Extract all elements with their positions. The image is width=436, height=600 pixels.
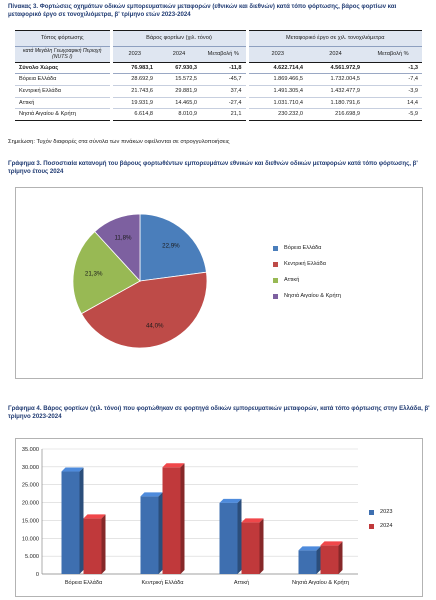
cell-t2024: 4.561.972,9 <box>307 62 364 74</box>
cell-wchg: -11,8 <box>201 62 247 74</box>
cell-w2024: 8.010,9 <box>157 109 201 121</box>
cell-w2024: 29.881,9 <box>157 86 201 98</box>
bar <box>141 496 159 574</box>
y-tick-label: 30.000 <box>21 464 39 471</box>
legend-label: 2023 <box>380 509 393 515</box>
cell-tchg: -3,9 <box>364 86 422 98</box>
cell-tchg: -5,9 <box>364 109 422 121</box>
pie-slice-label: 22,9% <box>162 242 180 250</box>
bar-side <box>238 499 242 574</box>
cell-wchg: -45,7 <box>201 74 247 86</box>
table-row <box>15 97 422 109</box>
pie-legend-item <box>273 272 341 288</box>
y-tick-label: 20.000 <box>21 500 39 507</box>
cell-tchg: -1,3 <box>364 62 422 74</box>
header-region-note: κατά Μεγάλη Γεωγραφική Περιοχή (NUTS I) <box>15 47 111 63</box>
cell-t2024: 1.432.477,9 <box>307 86 364 98</box>
cell-t2023: 1.491.305,4 <box>247 86 307 98</box>
bar-chart <box>15 438 423 597</box>
legend-label: Αττική <box>284 277 300 283</box>
bar-side <box>80 468 84 574</box>
header-work-change: Μεταβολή % <box>364 47 422 63</box>
legend-swatch <box>273 246 278 251</box>
legend-label: Νησιά Αιγαίου & Κρήτη <box>284 293 341 299</box>
bar <box>220 503 238 574</box>
bar-side <box>181 463 185 574</box>
pie-legend-item <box>273 256 341 272</box>
pie-legend-item <box>273 288 341 304</box>
pie-legend <box>273 240 341 304</box>
bar <box>163 467 181 574</box>
legend-label: Βόρεια Ελλάδα <box>284 245 322 251</box>
row-name: Νησιά Αιγαίου & Κρήτη <box>15 109 111 121</box>
bar <box>62 472 80 574</box>
bar-side <box>260 518 264 574</box>
cell-w2023: 76.983,1 <box>111 62 157 74</box>
y-tick-label: 10.000 <box>21 536 39 543</box>
cell-w2024: 14.465,0 <box>157 97 201 109</box>
cell-wchg: -27,4 <box>201 97 247 109</box>
cell-t2024: 216.698,9 <box>307 109 364 121</box>
cell-wchg: 21,1 <box>201 109 247 121</box>
cell-w2023: 21.743,6 <box>111 86 157 98</box>
x-tick-label: Αττική <box>233 580 250 586</box>
pie-slice-label: 11,8% <box>114 234 132 242</box>
bar <box>321 545 339 574</box>
row-name: Βόρεια Ελλάδα <box>15 74 111 86</box>
table-row <box>15 109 422 121</box>
header-weight-group: Βάρος φορτίων (χιλ. τόνοι) <box>111 31 247 47</box>
legend-swatch <box>369 510 374 515</box>
table-row-total <box>15 62 422 74</box>
legend-label: 2024 <box>380 523 393 529</box>
data-table <box>15 30 422 121</box>
cell-t2023: 230.232,0 <box>247 109 307 121</box>
cell-w2023: 19.931,9 <box>111 97 157 109</box>
header-work-2023: 2023 <box>247 47 307 63</box>
x-tick-label: Κεντρική Ελλάδα <box>141 580 184 586</box>
header-work-group: Μεταφορικό έργο σε χιλ. τονοχιλιόμετρα <box>247 31 422 47</box>
row-name: Σύνολο Χώρας <box>15 62 111 74</box>
cell-w2023: 28.692,9 <box>111 74 157 86</box>
cell-t2024: 1.180.791,6 <box>307 97 364 109</box>
cell-t2023: 1.031.710,4 <box>247 97 307 109</box>
table3 <box>15 30 422 121</box>
legend-swatch <box>273 278 278 283</box>
header-place: Τόπος φόρτωσης <box>15 31 111 47</box>
cell-tchg: 14,4 <box>364 97 422 109</box>
graph4-caption: Γράφημα 4. Βάρος φορτίων (χιλ. τόνοι) που φορτώθηκαν σε φορτηγά οδικών εμπορευματικών μεταφορών, κατά τόπο φόρτωσης στην Ελλάδα, β' τρίμηνο 2023-2024 <box>8 405 430 421</box>
legend-swatch <box>273 262 278 267</box>
cell-t2024: 1.732.004,5 <box>307 74 364 86</box>
y-tick-label: 25.000 <box>21 482 39 489</box>
y-tick-label: 35.000 <box>21 447 39 453</box>
bar-legend <box>369 505 392 533</box>
bar-side <box>159 492 163 574</box>
header-work-2024: 2024 <box>307 47 364 63</box>
cell-w2024: 67.930,3 <box>157 62 201 74</box>
y-tick-label: 5.000 <box>25 554 39 561</box>
pie-slice-label: 44,0% <box>145 322 164 330</box>
bar-chart-svg <box>16 439 422 596</box>
bar-side <box>317 546 321 574</box>
legend-swatch <box>369 524 374 529</box>
y-tick-label: 15.000 <box>21 518 39 525</box>
bar-legend-item <box>369 505 392 519</box>
legend-label: Κεντρική Ελλάδα <box>284 261 326 267</box>
y-tick-label: 0 <box>35 572 39 578</box>
bar <box>84 518 102 574</box>
pie-chart-svg <box>16 188 422 378</box>
row-name: Κεντρική Ελλάδα <box>15 86 111 98</box>
pie-chart <box>15 187 423 379</box>
bar-side <box>339 541 343 574</box>
pie-legend-item <box>273 240 341 256</box>
cell-w2023: 6.614,8 <box>111 109 157 121</box>
cell-t2023: 1.869.466,5 <box>247 74 307 86</box>
table-row <box>15 74 422 86</box>
table-row <box>15 86 422 98</box>
table3-note: Σημείωση: Τυχόν διαφορές στα σύνολα των πινάκων οφείλονται σε στρογγυλοποιήσεις <box>8 139 230 145</box>
bar <box>242 522 260 574</box>
bar-side <box>102 514 106 574</box>
table3-caption: Πίνακας 3. Φορτώσεις οχημάτων οδικών εμπορευματικών μεταφορών (εθνικών και διεθνών) κατά τόπο φόρτωσης, βάρος φορτίων και μεταφορικό έργο σε τονοχιλιόμετρα, β' τρίμηνο ετών 2023-2024 <box>8 3 397 19</box>
cell-wchg: 37,4 <box>201 86 247 98</box>
header-2023: 2023 <box>111 47 157 63</box>
cell-tchg: -7,4 <box>364 74 422 86</box>
cell-w2024: 15.572,5 <box>157 74 201 86</box>
pie-slice-label: 21,3% <box>84 270 103 278</box>
legend-swatch <box>273 294 278 299</box>
graph3-caption: Γράφημα 3. Ποσοστιαία κατανομή του βάρους φορτωθέντων εμπορευμάτων εθνικών και διεθνών οδικών μεταφορών κατά τόπο φόρτωσης, β' τρίμηνο έτους 2024 <box>8 160 418 176</box>
bar <box>299 550 317 574</box>
row-name: Αττική <box>15 97 111 109</box>
header-change: Μεταβολή % <box>201 47 247 63</box>
x-tick-label: Βόρεια Ελλάδα <box>64 580 103 586</box>
header-2024: 2024 <box>157 47 201 63</box>
cell-t2023: 4.622.714,4 <box>247 62 307 74</box>
bar-legend-item <box>369 519 392 533</box>
x-tick-label: Νησιά Αιγαίου & Κρήτη <box>292 580 349 586</box>
